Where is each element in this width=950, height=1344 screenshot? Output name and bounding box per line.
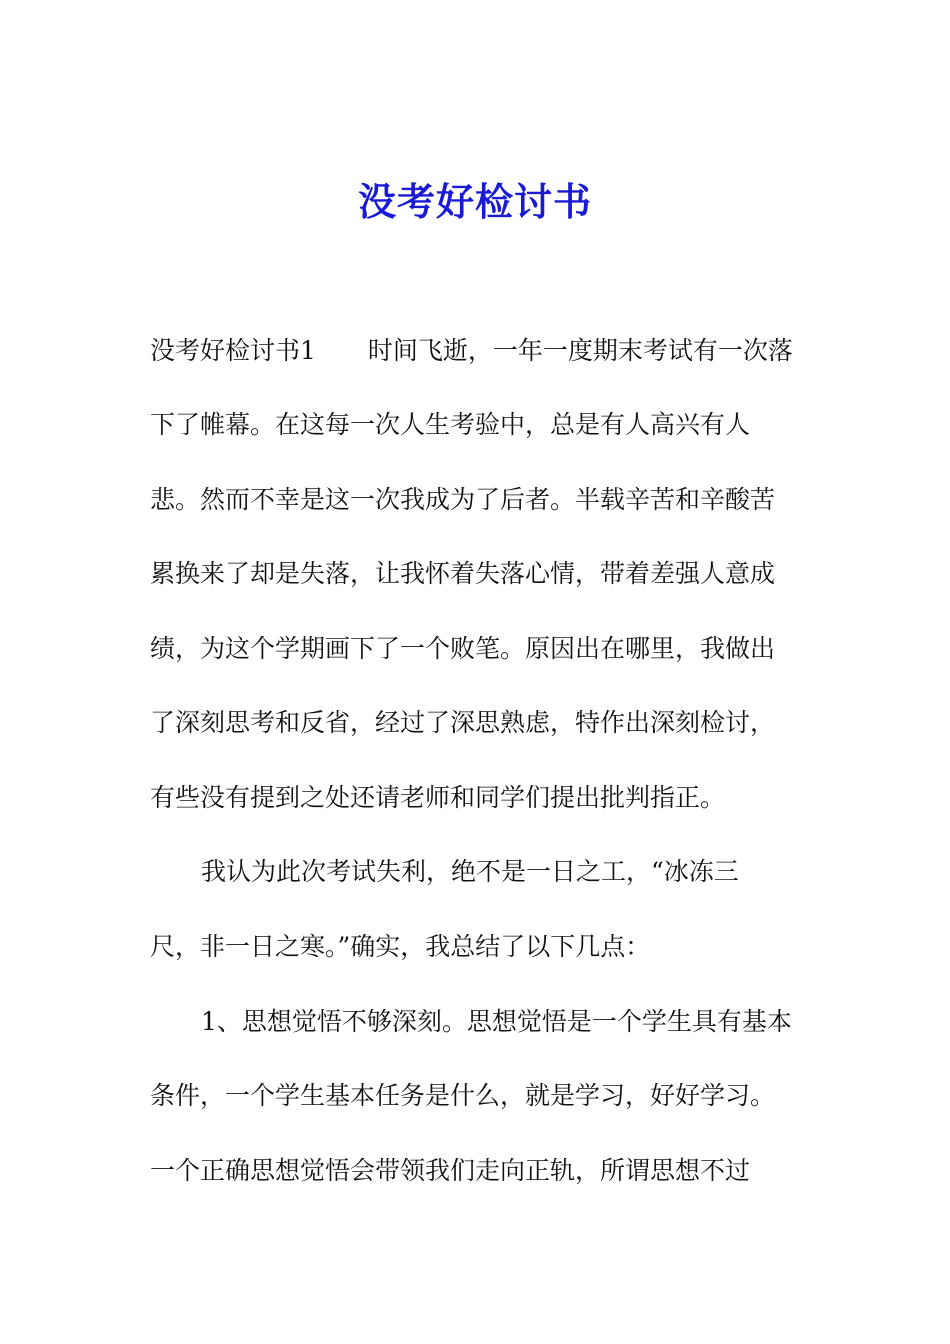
text-line: 1、思想觉悟不够深刻。思想觉悟是一个学生具有基本 (201, 1007, 792, 1036)
document-title: 没考好检讨书 (357, 179, 592, 224)
text-line: 条件，一个学生基本任务是什么，就是学习，好好学习。 (150, 1081, 776, 1110)
text-line: 我认为此次考试失利，绝不是一日之工，“冰冻三 (201, 857, 739, 886)
section-heading: 没考好检讨书1 (150, 336, 316, 365)
text-line: 悲。然而不幸是这一次我成为了后者。半载辛苦和辛酸苦 (150, 485, 776, 514)
line-text: 时间飞逝，一年一度期末考试有一次落 (367, 336, 793, 365)
text-line: 下了帷幕。在这每一次人生考验中，总是有人高兴有人 (150, 410, 751, 439)
text-line: 尺，非一日之寒。”确实，我总结了以下几点： (150, 932, 651, 961)
text-line: 一个正确思想觉悟会带领我们走向正轨，所谓思想不过 (150, 1156, 751, 1185)
text-line: 累换来了却是失落，让我怀着失落心情，带着差强人意成 (150, 559, 776, 588)
text-line: 绩，为这个学期画下了一个败笔。原因出在哪里，我做出 (150, 634, 776, 663)
text-line: 有些没有提到之处还请老师和同学们提出批判指正。 (150, 783, 726, 812)
text-line (150, 333, 793, 369)
text-line: 了深刻思考和反省，经过了深思熟虑，特作出深刻检讨， (150, 708, 776, 737)
